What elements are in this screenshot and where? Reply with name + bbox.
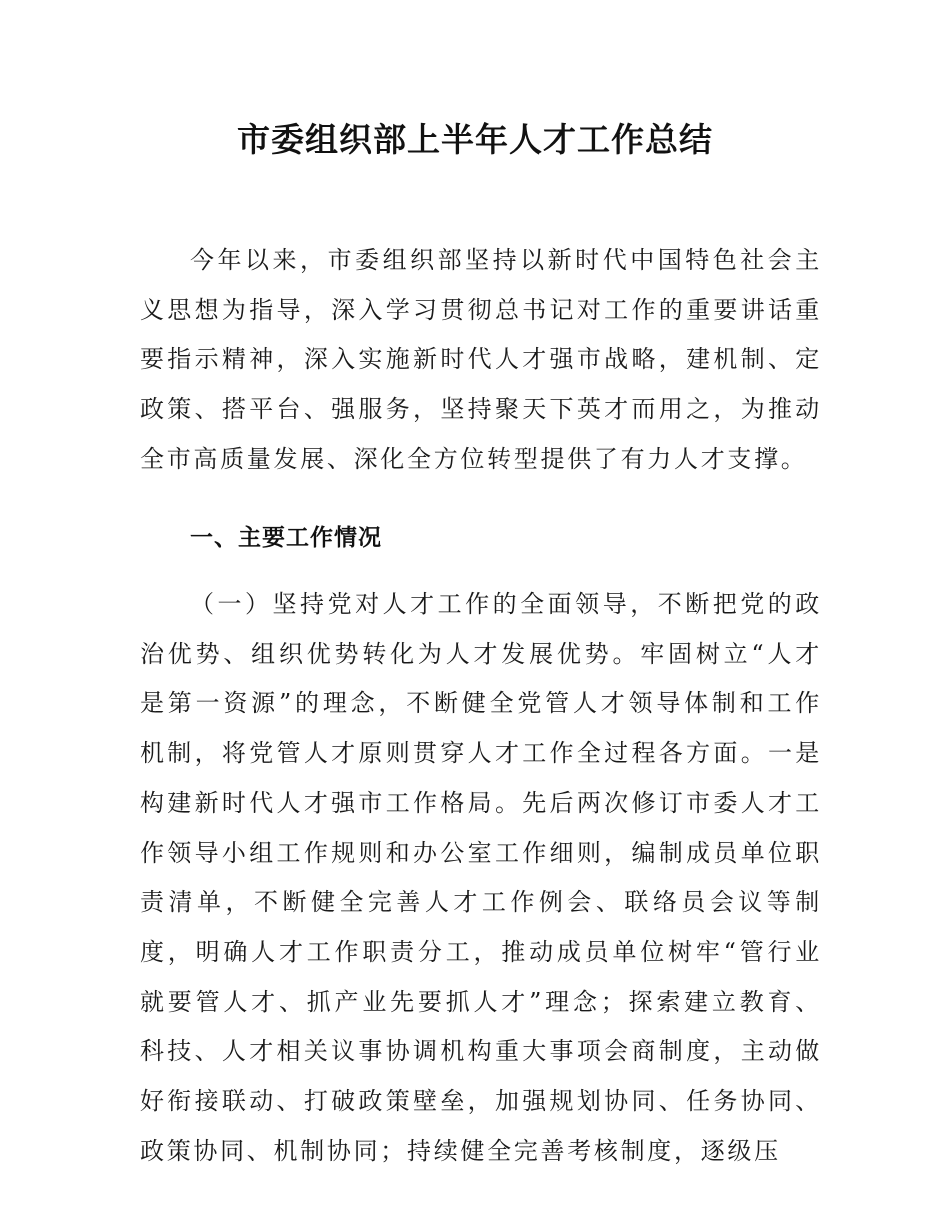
intro-paragraph: 今年以来，市委组织部坚持以新时代中国特色社会主义思想为指导，深入学习贯彻总书记对工作的重要讲话重要指示精神，深入实施新时代人才强市战略，建机制、定政策、搭平台、强服务，坚持聚天下英才而用之，为推动全市高质量发展、深化全方位转型提供了有力人才支撑。 <box>140 246 822 473</box>
body-paragraph: （一）坚持党对人才工作的全面领导，不断把党的政治优势、组织优势转化为人才发展优势。牢固树立“人才是第一资源”的理念，不断健全党管人才领导体制和工作机制，将党管人才原则贯穿人才工作全过程各方面。一是构建新时代人才强市工作格局。先后两次修订市委人才工作领导小组工作规则和办公室工作细则，编制成员单位职责清单，不断健全完善人才工作例会、联络员会议等制度，明确人才工作职责分工，推动成员单位树牢“管行业就要管人才、抓产业先要抓人才”理念；探索建立教育、科技、人才相关议事协调机构重大事项会商制度，主动做好衔接联动、打破政策壁垒，加强规划协同、任务协同、政策协同、机制协同；持续健全完善考核制度，逐级压 <box>140 590 822 1165</box>
document-title: 市委组织部上半年人才工作总结 <box>237 120 713 159</box>
section-heading: 一、主要工作情况 <box>190 525 382 551</box>
